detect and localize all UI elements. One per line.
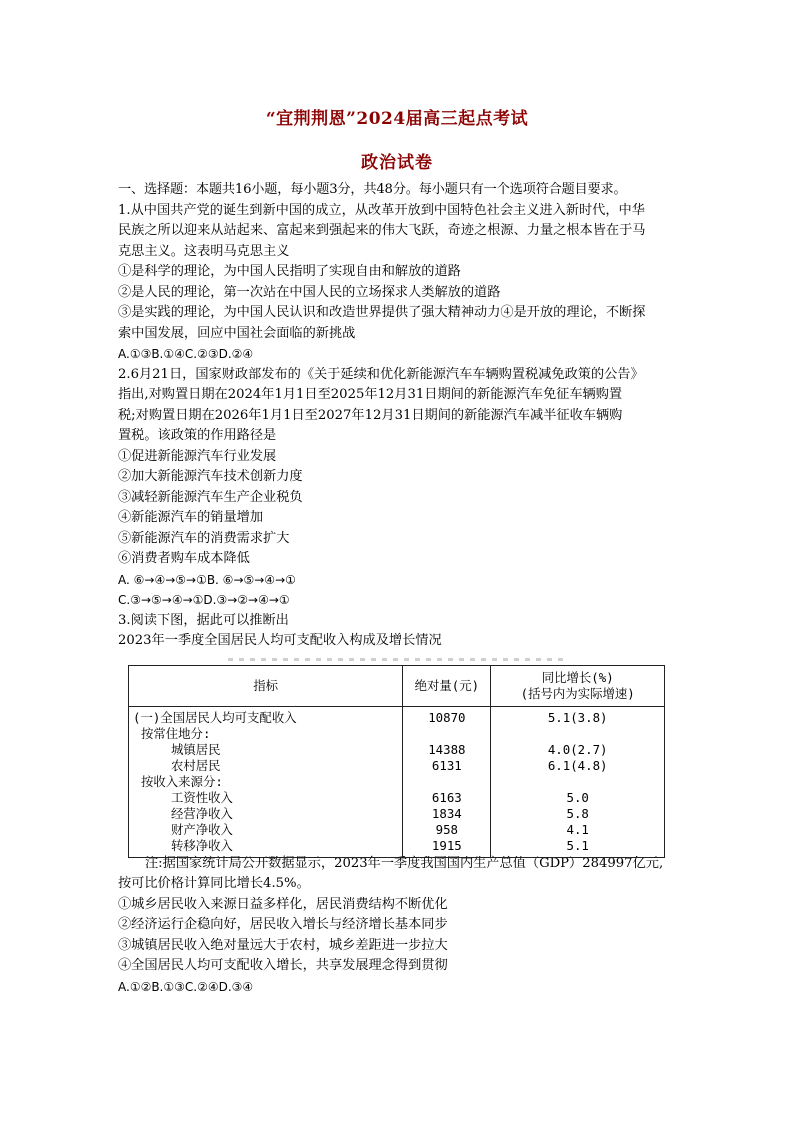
row-label: 城镇居民 — [129, 742, 403, 758]
question-item: ③城镇居民收入绝对量远大于农村，城乡差距进一步拉大 — [118, 937, 448, 953]
row-absolute: 1915 — [403, 838, 491, 858]
row-growth: 4.0(2.7) — [491, 742, 665, 758]
header-indicator: 指标 — [129, 665, 403, 706]
question-item: ①促进新能源汽车行业发展 — [118, 448, 277, 464]
question-3 — [118, 611, 692, 998]
table-note-line: 注:据国家统计局公开数据显示，2023年一季度我国国内生产总值（GDP）284997亿元, — [145, 855, 664, 871]
question-2 — [118, 365, 692, 611]
question-stem-line: 税;对购置日期在2026年1月1日至2027年12月31日期间的新能源汽车减半征收车辆购 — [118, 407, 623, 423]
question-item: ②经济运行企稳向好，居民收入增长与经济增长基本同步 — [118, 917, 448, 932]
question-item: ③是实践的理论，为中国人民认识和改造世界提供了强大精神动力④是开放的理论，不断探 — [118, 305, 646, 320]
table-row — [129, 774, 665, 790]
exam-title: “宜荆荆恩”2024届高三起点考试 — [265, 109, 529, 129]
exam-subtitle: 政治试卷 — [361, 153, 433, 173]
row-growth: 4.1 — [491, 822, 665, 838]
row-growth: 6.1(4.8) — [491, 758, 665, 774]
question-item: 索中国发展，回应中国社会面临的新挑战 — [118, 325, 356, 341]
question-stem: 3.阅读下图，据此可以推断出 — [118, 612, 289, 628]
row-growth: 5.0 — [491, 790, 665, 806]
question-stem-line: 克思主义。这表明马克思主义 — [118, 243, 290, 259]
exam-content — [118, 180, 692, 997]
row-absolute: 6163 — [403, 790, 491, 806]
table-note-line: 按可比价格计算同比增长4.5%。 — [118, 876, 310, 891]
answer-options: A. ⑥→④→⑤→①B. ⑥→⑤→④→① — [118, 572, 296, 587]
row-label: 财产净收入 — [129, 822, 403, 838]
row-absolute: 958 — [403, 822, 491, 838]
header-absolute: 绝对量(元) — [403, 665, 491, 706]
table-row — [129, 838, 665, 858]
header-growth-line2: (括号内为实际增速) — [520, 685, 635, 701]
question-stem-line: 民族之所以迎来从站起来、富起来到强起来的伟大飞跃，奇迹之根源、力量之根本皆在于马 — [118, 223, 646, 238]
income-table — [128, 665, 665, 858]
question-stem-line: 置税。该政策的作用路径是 — [118, 428, 277, 443]
table-row — [129, 790, 665, 806]
row-absolute: 10870 — [403, 706, 491, 726]
question-stem-line: 2.6月21日，国家财政部发布的《关于延续和优化新能源汽车车辆购置税减免政策的公告》 — [118, 366, 644, 382]
row-label: 工资性收入 — [129, 790, 403, 806]
question-1 — [118, 201, 692, 365]
row-absolute — [403, 726, 491, 742]
row-label: 按常住地分: — [129, 726, 403, 742]
question-stem-line: 1.从中国共产党的诞生到新中国的成立，从改革开放到中国特色社会主义进入新时代，中华 — [118, 202, 645, 218]
question-item: ②加大新能源汽车技术创新力度 — [118, 469, 303, 484]
answer-options: C.③→⑤→④→①D.③→②→④→① — [118, 593, 290, 607]
header-growth — [491, 665, 665, 706]
question-item: ①城乡居民收入来源日益多样化，居民消费结构不断优化 — [118, 896, 448, 912]
row-absolute: 14388 — [403, 742, 491, 758]
question-item: ④全国居民人均可支配收入增长，共享发展理念得到贯彻 — [118, 958, 448, 973]
row-label: 农村居民 — [129, 758, 403, 774]
question-item: ⑤新能源汽车的消费需求扩大 — [118, 530, 290, 546]
question-item: ④新能源汽车的销量增加 — [118, 510, 264, 525]
row-label: 转移净收入 — [129, 838, 403, 858]
row-growth: 5.1(3.8) — [491, 706, 665, 726]
table-row — [129, 806, 665, 822]
row-growth: 5.1 — [491, 838, 665, 858]
row-label: 按收入来源分: — [129, 774, 403, 790]
row-growth — [491, 726, 665, 742]
row-absolute: 6131 — [403, 758, 491, 774]
row-absolute — [403, 774, 491, 790]
question-item: ③减轻新能源汽车生产企业税负 — [118, 489, 303, 505]
question-item: ⑥消费者购车成本降低 — [118, 551, 250, 566]
answer-options: A.①③B.①④C.②③D.②④ — [118, 347, 254, 361]
row-absolute: 1834 — [403, 806, 491, 822]
row-growth — [491, 774, 665, 790]
section-instruction: 一、选择题：本题共16小题，每小题3分，共48分。每小题只有一个选项符合题目要求。 — [118, 182, 627, 197]
table-header-row — [129, 665, 665, 706]
row-label: 经营净收入 — [129, 806, 403, 822]
income-table-wrapper — [128, 658, 665, 853]
question-stem-line: 指出,对购置日期在2024年1月1日至2025年12月31日期间的新能源汽车免征车辆购置 — [118, 387, 623, 402]
row-label: (一)全国居民人均可支配收入 — [129, 706, 403, 726]
table-row — [129, 758, 665, 774]
header-growth-line1: 同比增长(%) — [541, 669, 614, 685]
answer-options: A.①②B.①③C.②④D.③④ — [118, 979, 254, 994]
table-row — [129, 706, 665, 726]
table-row — [129, 742, 665, 758]
table-row — [129, 822, 665, 838]
table-caption: 2023年一季度全国居民人均可支配收入构成及增长情况 — [118, 633, 442, 648]
table-row — [129, 726, 665, 742]
blurred-scan-line — [228, 658, 568, 661]
question-item: ②是人民的理论，第一次站在中国人民的立场探求人类解放的道路 — [118, 284, 501, 300]
question-item: ①是科学的理论，为中国人民指明了实现自由和解放的道路 — [118, 264, 461, 279]
row-growth: 5.8 — [491, 806, 665, 822]
